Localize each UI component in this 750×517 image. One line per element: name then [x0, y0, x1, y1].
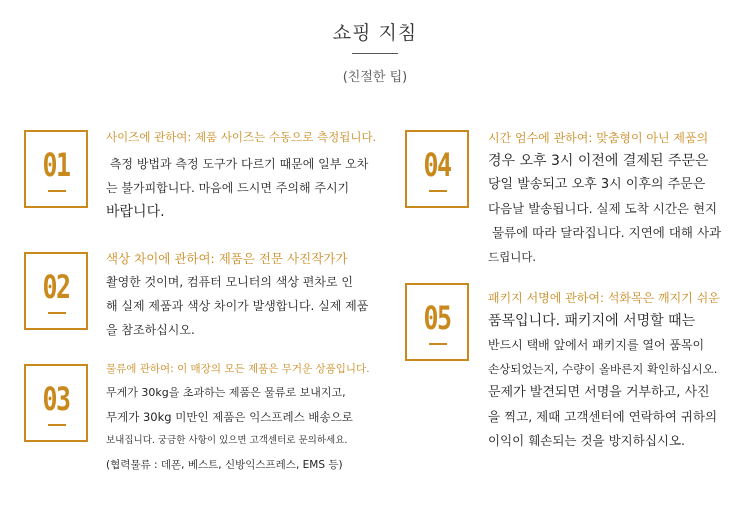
body-line: 촬영한 것이며, 컴퓨터 모니터의 색상 편차로 인 — [106, 275, 353, 289]
body-line: 드립니다. — [488, 250, 537, 264]
body-line: 당일 발송되고 오후 3시 이후의 주문은 — [488, 177, 706, 192]
body-line: 반드시 택배 앞에서 패키지를 열어 품목이 — [488, 338, 705, 352]
guide-heading-logistics: 물류에 관하여: 이 매장의 모든 제품은 무거운 상품입니다. — [106, 363, 370, 375]
guide-number: 04 — [423, 146, 451, 184]
guide-number-box-03 — [24, 364, 88, 442]
number-underline — [48, 312, 66, 314]
guide-number: 02 — [42, 268, 70, 306]
body-line: 무게가 30kg 미만인 제품은 익스프레스 배송으로 — [106, 410, 353, 424]
guide-number-box-02 — [24, 252, 88, 330]
body-line: 품목입니다. 패키지에 서명할 때는 — [488, 313, 696, 329]
number-underline — [429, 190, 447, 192]
guide-heading-color: 색상 차이에 관하여: 제품은 전문 사진작가가 — [106, 251, 348, 266]
guide-heading-size: 사이즈에 관하여: 제품 사이즈는 수동으로 측정됩니다. — [106, 130, 377, 144]
body-line: 해 실제 제품과 색상 차이가 발생합니다. 실제 제품 — [106, 299, 369, 313]
guide-number-box-04 — [405, 130, 469, 208]
guide-heading-timing: 시간 엄수에 관하여: 맞춤형이 아닌 제품의 — [488, 131, 709, 145]
body-line: 을 참조하십시오. — [106, 323, 195, 337]
guide-number: 03 — [42, 380, 70, 418]
guide-body-color — [106, 270, 368, 342]
guide-number-box-05 — [405, 283, 469, 361]
number-underline — [48, 190, 66, 192]
body-line: 는 불가피합니다. 마음에 드시면 주의해 주시기 — [106, 181, 350, 195]
guide-body-size — [106, 152, 368, 224]
guide-heading-package: 패키지 서명에 관하여: 석화목은 깨지기 쉬운 — [488, 291, 720, 305]
body-line: 보내집니다. 궁금한 사항이 있으면 고객센터로 문의하세요. — [106, 435, 348, 446]
body-line: 을 찍고, 제때 고객센터에 연락하여 귀하의 — [488, 409, 718, 424]
guide-body-logistics — [106, 381, 353, 477]
body-line: 손상되었는지, 수량이 올바른지 확인하십시오. — [488, 362, 718, 376]
guide-body-timing — [488, 149, 721, 269]
body-line: 다음날 발송됩니다. 실제 도착 시간은 현지 — [488, 201, 718, 216]
number-underline — [429, 343, 447, 345]
guide-number: 01 — [42, 146, 70, 184]
body-line: 바랍니다. — [106, 204, 165, 220]
guide-body-package — [488, 309, 717, 453]
body-line: 이익이 훼손되는 것을 방지하십시오. — [488, 433, 686, 448]
number-underline — [48, 424, 66, 426]
body-line: 물류에 따라 달라집니다. 지연에 대해 사과 — [488, 225, 722, 240]
page-title: 쇼핑 지침 — [332, 22, 418, 44]
guide-number: 05 — [423, 299, 451, 337]
body-line: 무게가 30kg을 초과하는 제품은 물류로 보내지고, — [106, 386, 346, 399]
page-subtitle: (친절한 팁) — [342, 70, 408, 85]
title-divider — [352, 53, 398, 54]
body-line: 측정 방법과 측정 도구가 다르기 때문에 일부 오차 — [106, 157, 369, 171]
body-line: 경우 오후 3시 이전에 결제된 주문은 — [488, 153, 709, 169]
body-line: 문제가 발견되면 서명을 거부하고, 사진 — [488, 385, 710, 400]
guide-number-box-01 — [24, 130, 88, 208]
body-line: (협력물류 : 데폰, 베스트, 신방익스프레스, EMS 등) — [106, 459, 343, 471]
